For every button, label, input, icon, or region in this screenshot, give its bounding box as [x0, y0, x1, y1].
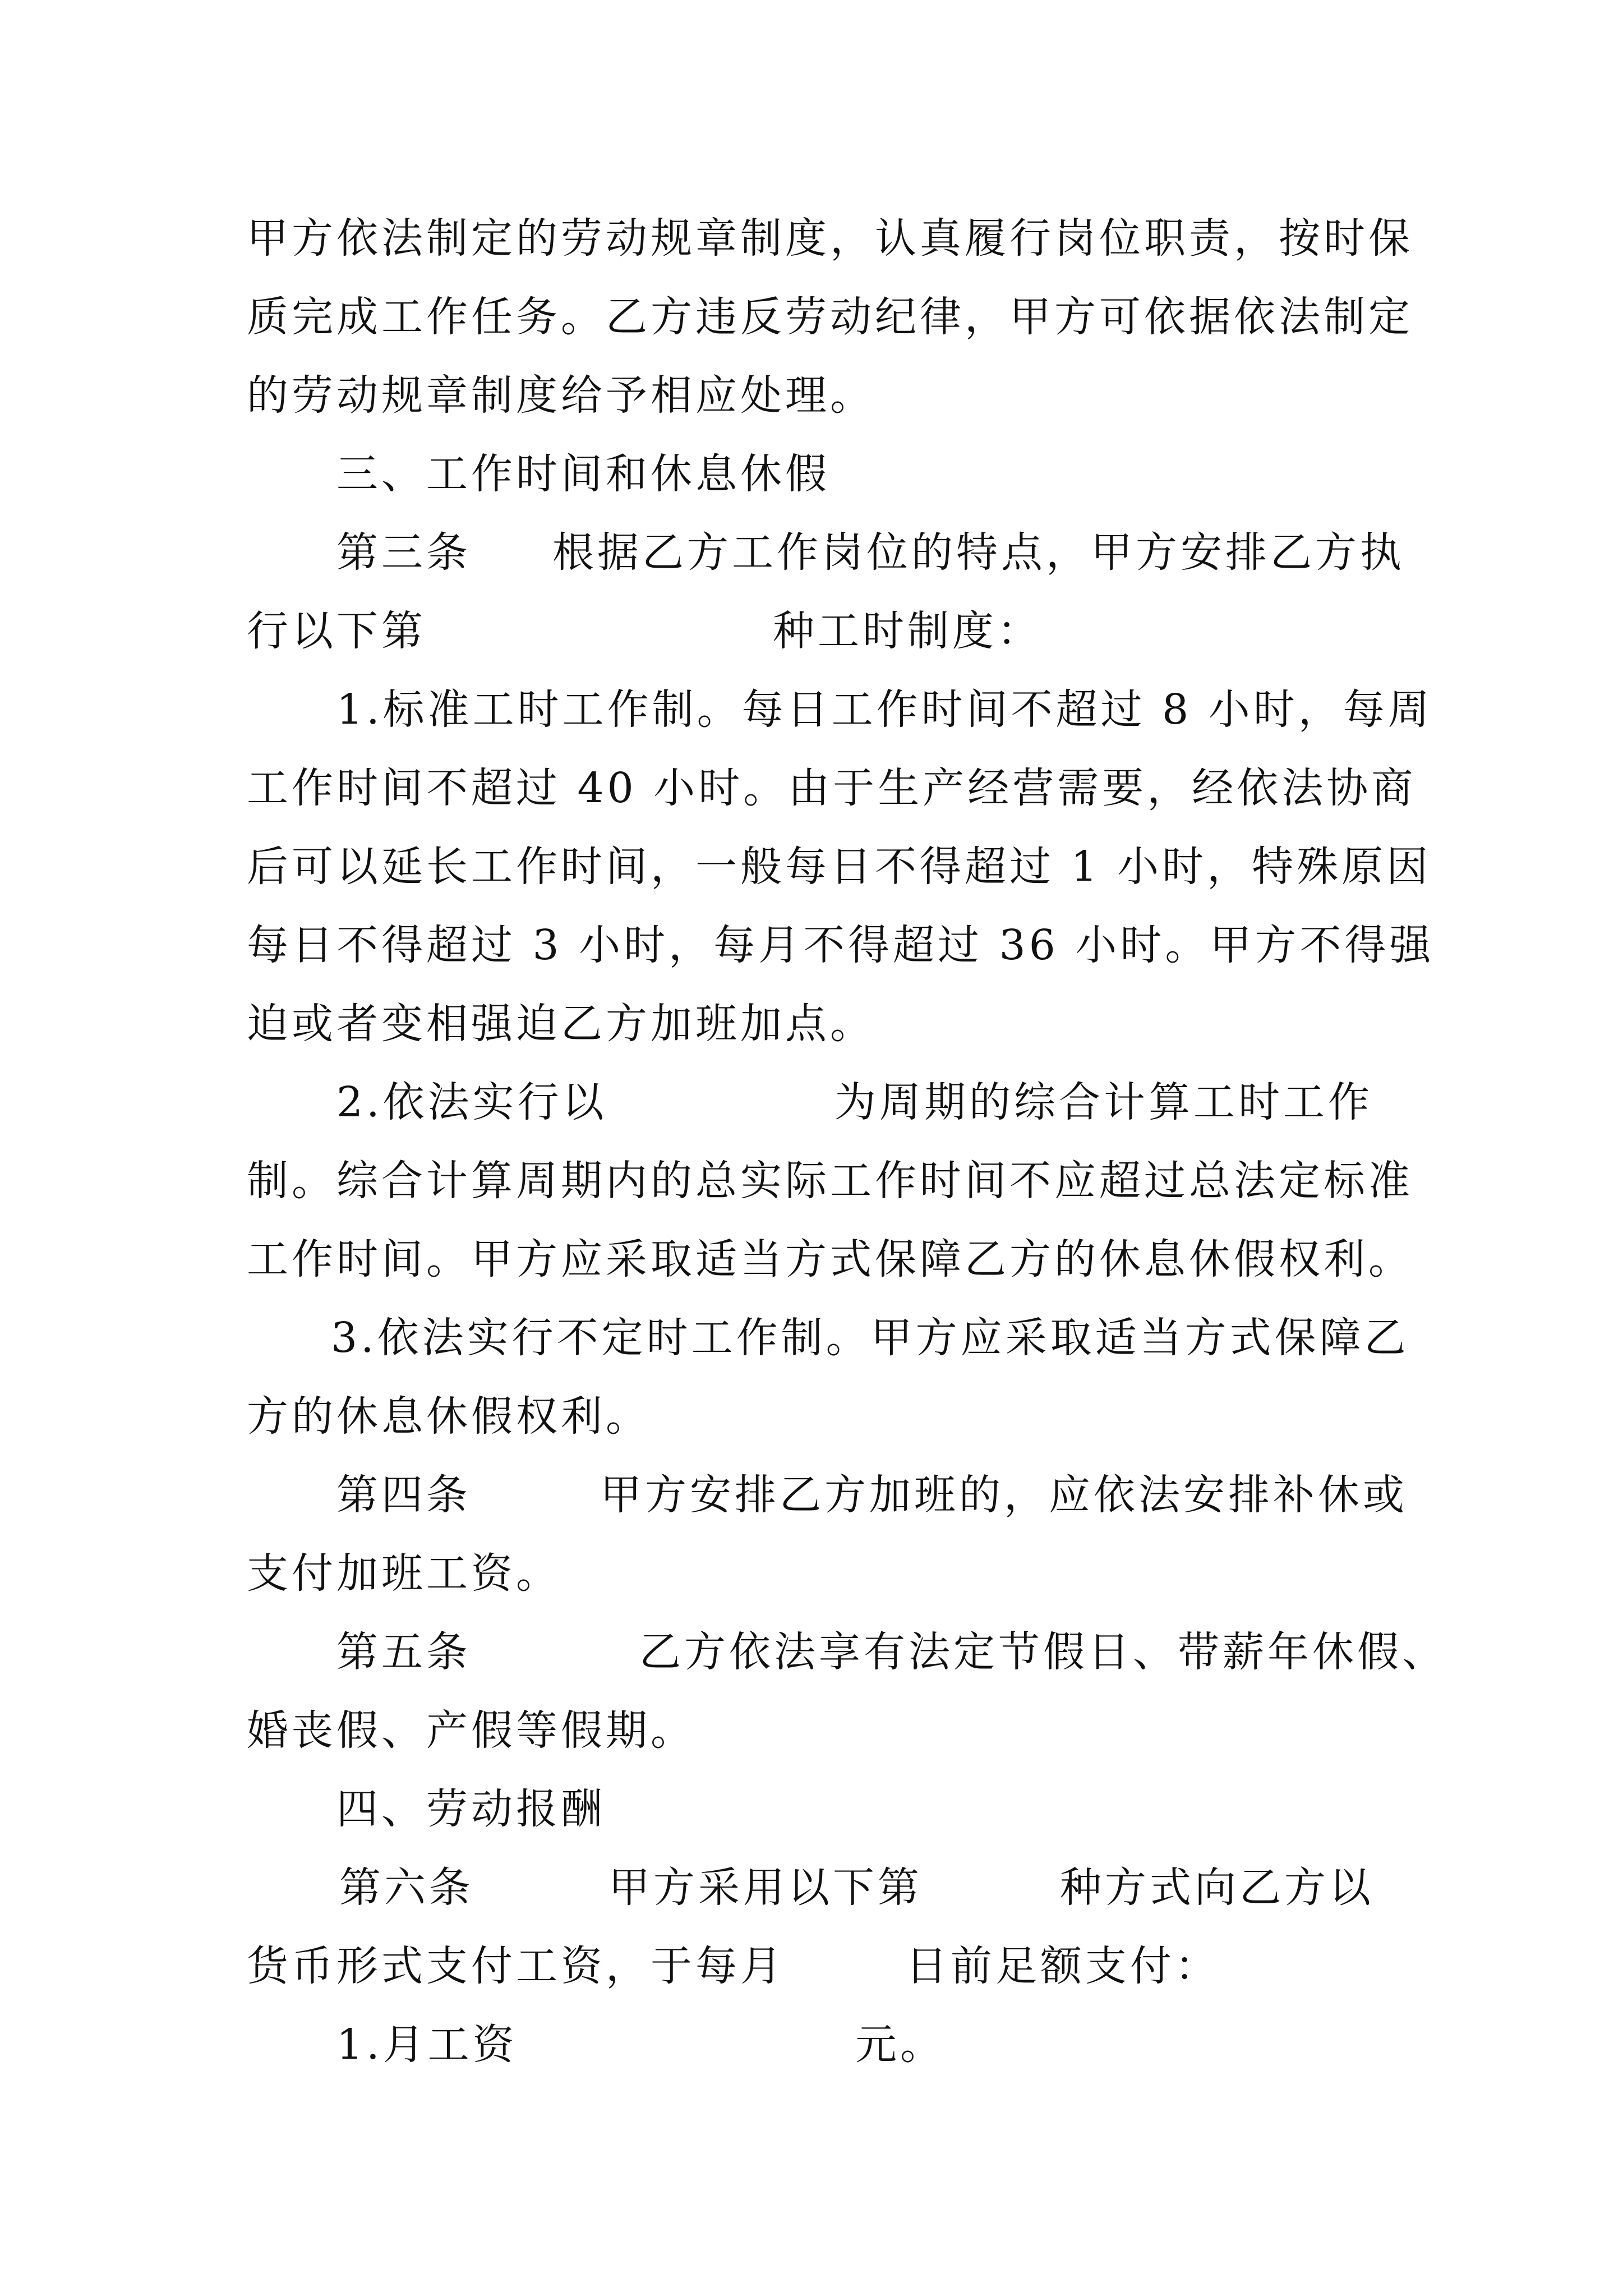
text-line: [0, 1069, 1623, 1136]
text-segment: 质完成工作任务。乙方违反劳动纪律，甲方可依据依法制定: [247, 293, 1413, 341]
text-segment: 后可以延长工作时间，一般每日不得超过 1 小时，特殊原因: [247, 843, 1432, 891]
text-segment: 2.依法实行以: [336, 1078, 607, 1126]
article-label: 第六条: [339, 1864, 474, 1912]
text-line: [0, 1932, 1623, 2000]
text-segment: 行以下第: [247, 607, 426, 655]
text-segment: 方的休息休假权利。: [247, 1392, 651, 1441]
text-segment: 种工时制度：: [773, 607, 1042, 655]
text-line: [0, 1697, 1623, 1764]
article-label: 第五条: [336, 1628, 471, 1676]
text-segment: 婚丧假、产假等假期。: [247, 1706, 695, 1755]
text-line: [0, 912, 1623, 979]
text-line: [0, 205, 1623, 272]
text-segment: 支付加班工资。: [247, 1549, 561, 1598]
text-segment: 制。综合计算周期内的总实际工作时间不应超过总法定标准: [247, 1157, 1413, 1205]
text-line: [0, 1618, 1623, 1686]
text-segment: 甲方采用以下第: [608, 1864, 923, 1912]
text-segment: 四、劳动报酬: [336, 1785, 606, 1833]
text-line: [0, 754, 1623, 822]
text-line: [0, 1540, 1623, 1607]
text-segment: 货币形式支付工资，于每月: [247, 1942, 785, 1990]
text-line: [0, 283, 1623, 351]
text-line: [0, 833, 1623, 900]
text-segment: 日前足额支付：: [906, 1942, 1220, 1990]
text-segment: 3.依法实行不定时工作制。甲方应采取适当方式保障乙: [331, 1314, 1409, 1362]
section-heading: [0, 1775, 1623, 1843]
text-segment: 甲方安排乙方加班的，应依法安排补休或: [600, 1471, 1408, 1519]
text-line: [0, 362, 1623, 429]
text-segment: 1.标准工时工作制。每日工作时间不超过 8 小时，每周: [336, 685, 1433, 734]
text-segment: 元。: [855, 2021, 945, 2069]
text-segment: 三、工作时间和休息休假: [336, 450, 830, 498]
text-line: [0, 990, 1623, 1057]
text-segment: 工作时间不超过 40 小时。由于生产经营需要，经依法协商: [247, 764, 1417, 812]
text-line: [0, 676, 1623, 743]
text-segment: 种方式向乙方以: [1060, 1864, 1374, 1912]
text-segment: 甲方依法制定的劳动规章制度，认真履行岗位职责，按时保: [247, 214, 1413, 263]
text-line: [0, 2011, 1623, 2078]
section-heading: [0, 440, 1623, 508]
article-label: 第三条: [336, 528, 471, 577]
text-line: [0, 1461, 1623, 1529]
text-segment: 的劳动规章制度给予相应处理。: [247, 371, 875, 420]
text-line: [0, 1304, 1623, 1372]
text-line: [0, 597, 1623, 665]
text-line: [0, 1147, 1623, 1214]
text-line: [0, 1383, 1623, 1450]
text-line: [0, 1854, 1623, 1921]
text-line: [0, 1226, 1623, 1293]
text-segment: 1.月工资: [336, 2021, 518, 2069]
text-segment: 为周期的综合计算工时工作: [834, 1078, 1373, 1126]
text-segment: 根据乙方工作岗位的特点，甲方安排乙方执: [552, 528, 1405, 577]
article-label: 第四条: [336, 1471, 471, 1519]
text-segment: 迫或者变相强迫乙方加班加点。: [247, 1000, 875, 1048]
text-segment: 工作时间。甲方应采取适当方式保障乙方的休息休假权利。: [247, 1235, 1413, 1283]
text-segment: 乙方依法享有法定节假日、带薪年休假、: [639, 1628, 1447, 1676]
text-line: [0, 519, 1623, 586]
text-segment: 每日不得超过 3 小时，每月不得超过 36 小时。甲方不得强: [247, 921, 1435, 969]
